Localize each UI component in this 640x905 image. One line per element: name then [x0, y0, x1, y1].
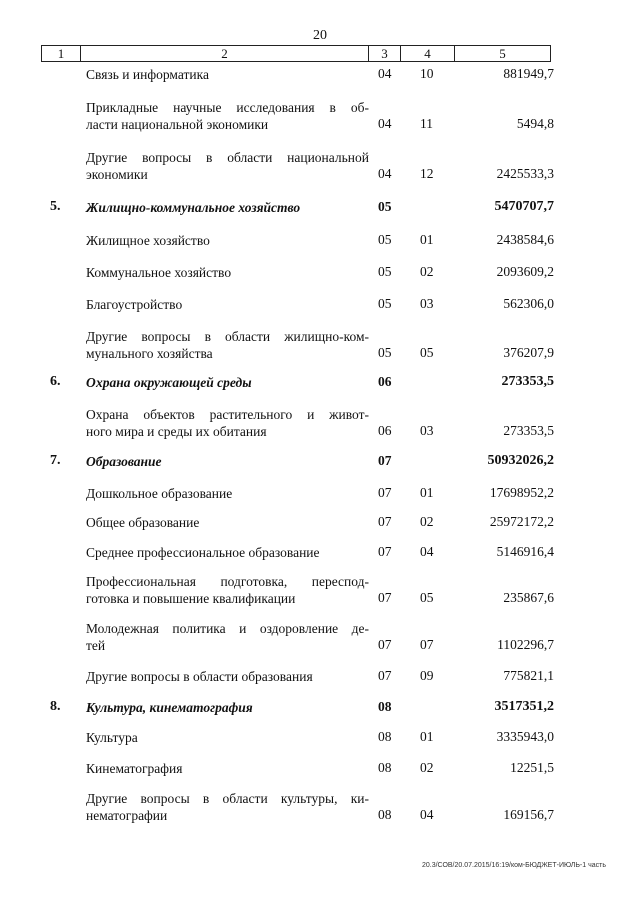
row-name [86, 729, 369, 746]
row-name-line: Жилищно-коммунальное хозяйство [86, 200, 301, 215]
row-name [86, 790, 369, 824]
row-name [86, 760, 369, 777]
page-number: 20 [313, 28, 327, 43]
row-subsection-code: 10 [420, 66, 434, 81]
header-col-4: 4 [401, 46, 455, 61]
row-name-line: Связь и информатика [86, 67, 209, 82]
row-name [86, 514, 369, 531]
row-name-line: Образование [86, 454, 162, 469]
row-subsection-code: 02 [420, 760, 434, 775]
row-name [86, 544, 369, 561]
header-col-3: 3 [369, 46, 401, 61]
row-name [86, 232, 369, 249]
row-section-code: 08 [378, 807, 392, 822]
row-subsection-code: 11 [420, 116, 433, 131]
row-name [86, 149, 369, 183]
row-name-line: Охрана окружающей среды [86, 375, 252, 390]
row-name-line: мунального хозяйства [86, 346, 213, 361]
row-name-line: Другие вопросы в области жилищно-ком- [86, 329, 369, 344]
row-amount: 3335943,0 [496, 729, 554, 744]
row-section-code: 08 [378, 760, 392, 775]
row-subsection-code: 01 [420, 485, 434, 500]
row-name [86, 485, 369, 502]
row-amount: 3517351,2 [494, 699, 554, 714]
row-subsection-code: 02 [420, 264, 434, 279]
row-amount: 273353,5 [503, 423, 554, 438]
row-section-code: 04 [378, 166, 392, 181]
row-name [86, 406, 369, 440]
row-name-line: ного мира и среды их обитания [86, 424, 267, 439]
row-amount: 12251,5 [510, 760, 554, 775]
row-subsection-code: 05 [420, 590, 434, 605]
row-name-line: Благоустройство [86, 297, 183, 312]
row-amount: 376207,9 [503, 345, 554, 360]
row-amount: 2438584,6 [496, 232, 554, 247]
row-subsection-code: 12 [420, 166, 434, 181]
header-col-2: 2 [81, 46, 369, 61]
row-subsection-code: 04 [420, 807, 434, 822]
row-amount: 881949,7 [503, 66, 554, 81]
row-subsection-code: 03 [420, 423, 434, 438]
section-number: 6. [50, 374, 61, 389]
row-amount: 775821,1 [503, 668, 554, 683]
row-section-code: 05 [378, 296, 392, 311]
row-section-code: 06 [378, 374, 392, 389]
row-section-code: 07 [378, 514, 392, 529]
row-section-code: 06 [378, 423, 392, 438]
row-amount: 562306,0 [503, 296, 554, 311]
row-section-code: 08 [378, 729, 392, 744]
row-section-code: 07 [378, 485, 392, 500]
row-amount: 273353,5 [501, 374, 554, 389]
row-name-line: Профессиональная подготовка, переспод- [86, 574, 369, 589]
row-amount: 2093609,2 [496, 264, 554, 279]
row-name-line: Дошкольное образование [86, 486, 233, 501]
row-amount: 169156,7 [503, 807, 554, 822]
row-name [86, 264, 369, 281]
row-name-line: тей [86, 638, 106, 653]
row-name-line: ласти национальной экономики [86, 117, 269, 132]
row-amount: 235867,6 [503, 590, 554, 605]
row-subsection-code: 02 [420, 514, 434, 529]
row-name [86, 573, 369, 607]
row-name-line: Жилищное хозяйство [86, 233, 210, 248]
row-name [86, 296, 369, 313]
row-section-code: 07 [378, 668, 392, 683]
row-amount: 5470707,7 [494, 199, 554, 214]
row-subsection-code: 07 [420, 637, 434, 652]
row-name-line: Коммунальное хозяйство [86, 265, 232, 280]
row-name [86, 699, 369, 716]
row-amount: 25972172,2 [489, 514, 554, 529]
row-section-code: 05 [378, 199, 392, 214]
row-section-code: 07 [378, 453, 392, 468]
header-col-5: 5 [499, 46, 506, 61]
row-name-line: экономики [86, 167, 148, 182]
row-subsection-code: 03 [420, 296, 434, 311]
section-number: 7. [50, 453, 61, 468]
row-name-line: Общее образование [86, 515, 200, 530]
row-name-line: Среднее профессиональное образование [86, 545, 320, 560]
row-name-line: Другие вопросы в области культуры, ки- [86, 791, 369, 806]
row-amount: 5146916,4 [496, 544, 554, 559]
row-name-line: Прикладные научные исследования в об- [86, 100, 369, 115]
row-section-code: 04 [378, 66, 392, 81]
row-subsection-code: 04 [420, 544, 434, 559]
row-section-code: 07 [378, 544, 392, 559]
row-name-line: Культура, кинематография [86, 700, 253, 715]
row-section-code: 05 [378, 345, 392, 360]
row-name-line: нематографии [86, 808, 168, 823]
row-amount: 2425533,3 [496, 166, 554, 181]
row-name-line: Охрана объектов растительного и живот- [86, 407, 369, 422]
row-name-line: Другие вопросы в области национальной [86, 150, 369, 165]
row-name-line: Культура [86, 730, 138, 745]
row-section-code: 05 [378, 264, 392, 279]
row-name [86, 328, 369, 362]
row-subsection-code: 01 [420, 729, 434, 744]
row-subsection-code: 05 [420, 345, 434, 360]
row-subsection-code: 01 [420, 232, 434, 247]
footer-stamp: 20.3/СОВ/20.07.2015/16:19/ком-БЮДЖЕТ-ИЮЛЬ-1 часть [421, 862, 606, 869]
row-name-line: готовка и повышение квалификации [86, 591, 296, 606]
section-number: 5. [50, 199, 61, 214]
row-name-line: Молодежная политика и оздоровление де- [86, 621, 369, 636]
row-name-line: Кинематография [86, 761, 183, 776]
row-name [86, 453, 369, 470]
row-section-code: 05 [378, 232, 392, 247]
table-header [41, 45, 551, 62]
row-amount: 5494,8 [516, 116, 554, 131]
row-section-code: 07 [378, 637, 392, 652]
row-section-code: 08 [378, 699, 392, 714]
header-col-1: 1 [42, 46, 81, 61]
row-section-code: 04 [378, 116, 392, 131]
row-section-code: 07 [378, 590, 392, 605]
row-name-line: Другие вопросы в области образования [86, 669, 313, 684]
row-name [86, 199, 369, 216]
row-amount: 1102296,7 [497, 637, 554, 652]
row-name [86, 66, 369, 83]
row-amount: 17698952,2 [489, 485, 554, 500]
row-name [86, 668, 369, 685]
row-name [86, 374, 369, 391]
row-name [86, 620, 369, 654]
row-amount: 50932026,2 [487, 453, 554, 468]
section-number: 8. [50, 699, 61, 714]
row-subsection-code: 09 [420, 668, 434, 683]
row-name [86, 99, 369, 133]
